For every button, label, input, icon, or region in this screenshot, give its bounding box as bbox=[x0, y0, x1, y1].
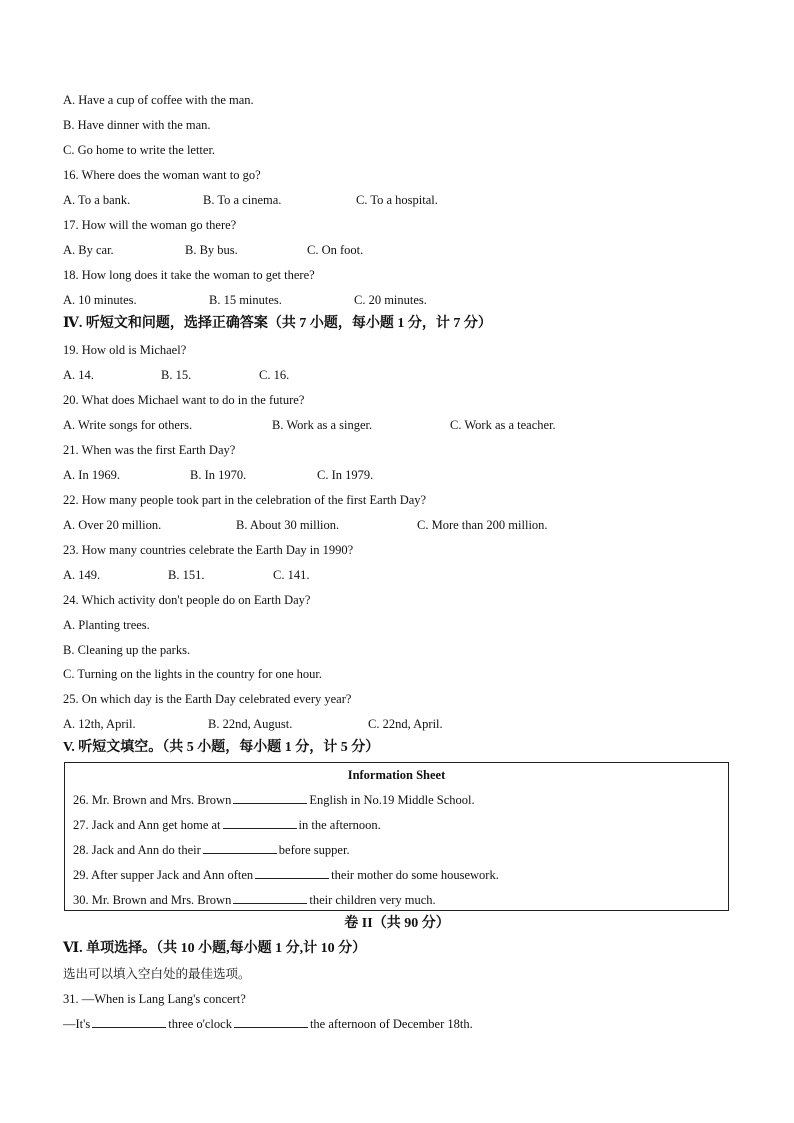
q20-option-c: C. Work as a teacher. bbox=[450, 418, 556, 432]
q18-option-a: A. 10 minutes. bbox=[63, 293, 137, 307]
question-31: 31. —When is Lang Lang's concert? bbox=[63, 992, 246, 1006]
q16-option-a: A. To a bank. bbox=[63, 193, 131, 207]
question-21: 21. When was the first Earth Day? bbox=[63, 443, 236, 457]
q21-option-a: A. In 1969. bbox=[63, 468, 120, 482]
sheet-row-27 bbox=[73, 817, 381, 833]
q24-option-a: A. Planting trees. bbox=[63, 618, 150, 632]
question-18: 18. How long does it take the woman to get there? bbox=[63, 268, 315, 282]
sheet-row-28 bbox=[73, 842, 350, 858]
option-a: A. Have a cup of coffee with the man. bbox=[63, 93, 254, 107]
q19-option-b: B. 15. bbox=[161, 368, 192, 382]
q20-option-a: A. Write songs for others. bbox=[63, 418, 193, 432]
option-b: B. Have dinner with the man. bbox=[63, 118, 211, 132]
sheet-row-26-text: 26. Mr. Brown and Mrs. Brown bbox=[73, 793, 232, 807]
question-22: 22. How many people took part in the celebration of the first Earth Day? bbox=[63, 493, 427, 507]
q19-option-c: C. 16. bbox=[259, 368, 290, 382]
blank-27[interactable] bbox=[223, 817, 297, 829]
sheet-row-26-rest: English in No.19 Middle School. bbox=[309, 793, 475, 807]
paper-2-title: 卷 II（共 90 分） bbox=[344, 916, 450, 931]
question-31-answer-line bbox=[63, 1016, 473, 1032]
q25-option-a: A. 12th, April. bbox=[63, 717, 136, 731]
sheet-row-30-rest: their children very much. bbox=[309, 893, 436, 907]
sheet-row-29 bbox=[73, 867, 499, 883]
q22-option-c: C. More than 200 million. bbox=[417, 518, 548, 532]
information-sheet-title: Information Sheet bbox=[347, 768, 446, 782]
q19-option-a: A. 14. bbox=[63, 368, 94, 382]
information-sheet bbox=[64, 762, 729, 911]
q25-option-b: B. 22nd, August. bbox=[208, 717, 293, 731]
question-19: 19. How old is Michael? bbox=[63, 343, 187, 357]
sheet-row-28-text: 28. Jack and Ann do their bbox=[73, 843, 201, 857]
sheet-row-26 bbox=[73, 792, 475, 808]
blank-28[interactable] bbox=[203, 842, 277, 854]
sheet-row-29-rest: their mother do some housework. bbox=[331, 868, 499, 882]
option-c: C. Go home to write the letter. bbox=[63, 143, 216, 157]
sheet-row-27-text: 27. Jack and Ann get home at bbox=[73, 818, 221, 832]
q17-option-c: C. On foot. bbox=[307, 243, 364, 257]
question-23: 23. How many countries celebrate the Earth Day in 1990? bbox=[63, 543, 354, 557]
question-20: 20. What does Michael want to do in the future? bbox=[63, 393, 305, 407]
q31-answer-end: the afternoon of December 18th. bbox=[309, 1017, 473, 1031]
sheet-row-28-rest: before supper. bbox=[278, 843, 350, 857]
q18-option-c: C. 20 minutes. bbox=[354, 293, 427, 307]
q23-option-a: A. 149. bbox=[63, 568, 101, 582]
q22-option-a: A. Over 20 million. bbox=[63, 518, 162, 532]
sheet-row-29-text: 29. After supper Jack and Ann often bbox=[73, 868, 254, 882]
q16-option-b: B. To a cinema. bbox=[203, 193, 282, 207]
q24-option-b: B. Cleaning up the parks. bbox=[63, 643, 191, 657]
q25-option-c: C. 22nd, April. bbox=[368, 717, 443, 731]
section-4-heading: Ⅳ. 听短文和问题，选择正确答案（共 7 小题，每小题 1 分，计 7 分） bbox=[63, 316, 492, 331]
blank-31-second[interactable] bbox=[234, 1016, 308, 1028]
blank-30[interactable] bbox=[233, 892, 307, 904]
q31-answer-mid: three o'clock bbox=[168, 1017, 232, 1031]
question-17: 17. How will the woman go there? bbox=[63, 218, 237, 232]
q24-option-c: C. Turning on the lights in the country for one hour. bbox=[63, 667, 323, 681]
q17-option-b: B. By bus. bbox=[185, 243, 238, 257]
q18-option-b: B. 15 minutes. bbox=[209, 293, 282, 307]
section-6-instruction: 选出可以填入空白处的最佳选项。 bbox=[63, 967, 251, 981]
question-24: 24. Which activity don't people do on Earth Day? bbox=[63, 593, 311, 607]
question-25: 25. On which day is the Earth Day celebrated every year? bbox=[63, 692, 352, 706]
q20-option-b: B. Work as a singer. bbox=[272, 418, 373, 432]
sheet-row-30 bbox=[73, 892, 436, 908]
q21-option-b: B. In 1970. bbox=[190, 468, 247, 482]
section-6-heading: Ⅵ. 单项选择。（共 10 小题,每小题 1 分,计 10 分） bbox=[63, 941, 367, 956]
q16-option-c: C. To a hospital. bbox=[356, 193, 438, 207]
section-5-heading: V. 听短文填空。（共 5 小题，每小题 1 分，计 5 分） bbox=[63, 740, 380, 755]
sheet-row-27-rest: in the afternoon. bbox=[298, 818, 381, 832]
blank-31-first[interactable] bbox=[92, 1016, 166, 1028]
q31-answer-start: —It's bbox=[63, 1017, 91, 1031]
q21-option-c: C. In 1979. bbox=[317, 468, 374, 482]
blank-26[interactable] bbox=[233, 792, 307, 804]
question-16: 16. Where does the woman want to go? bbox=[63, 168, 261, 182]
q23-option-b: B. 151. bbox=[168, 568, 205, 582]
q22-option-b: B. About 30 million. bbox=[236, 518, 340, 532]
q23-option-c: C. 141. bbox=[273, 568, 310, 582]
q17-option-a: A. By car. bbox=[63, 243, 114, 257]
sheet-row-30-text: 30. Mr. Brown and Mrs. Brown bbox=[73, 893, 232, 907]
blank-29[interactable] bbox=[255, 867, 329, 879]
